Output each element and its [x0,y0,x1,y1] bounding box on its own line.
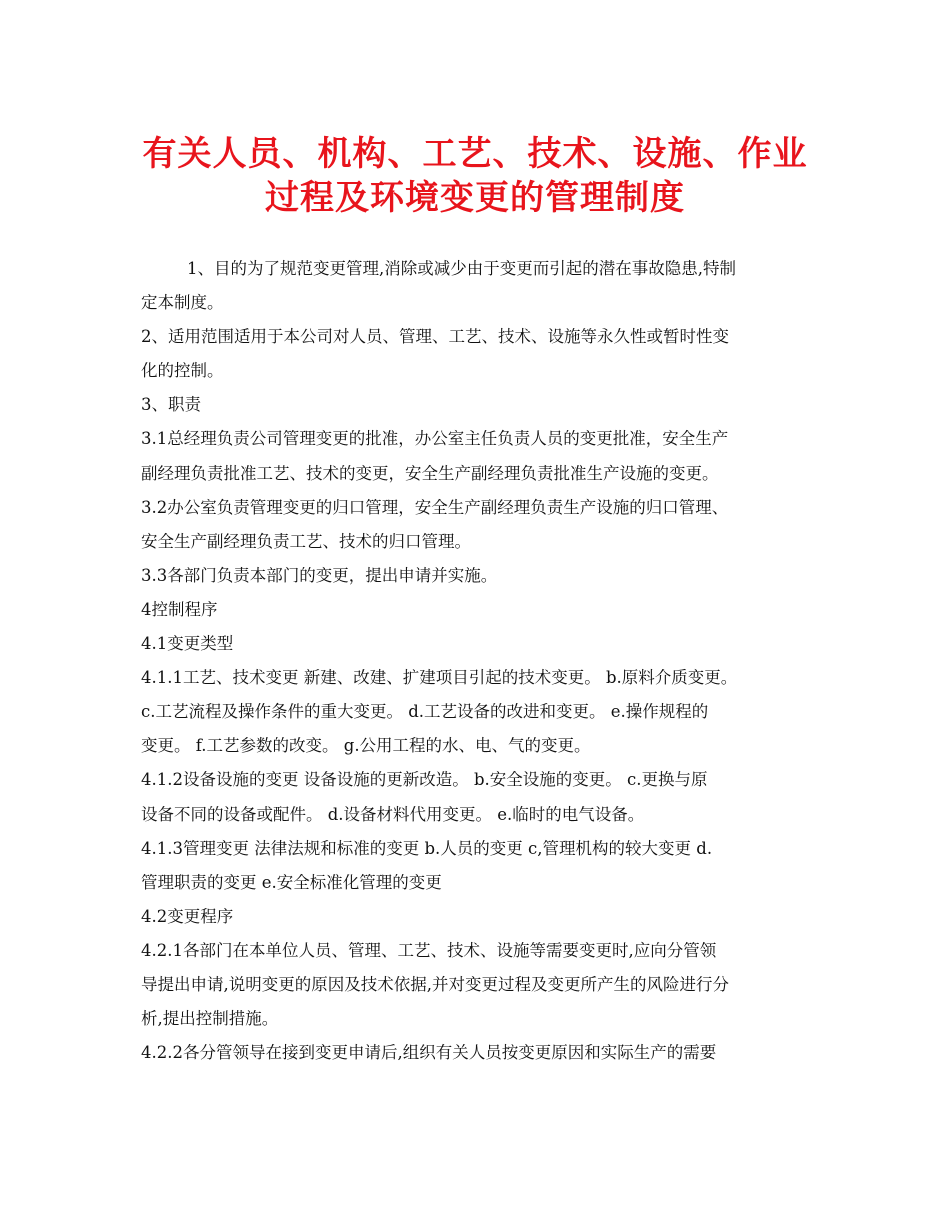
paragraph-line: 设备不同的设备或配件。 d.设备材料代用变更。 e.临时的电气设备。 [141,804,645,824]
paragraph-line: 安全生产副经理负责工艺、技术的归口管理。 [141,531,471,551]
paragraph-line: 化的控制。 [141,361,224,381]
section-heading: 3、职责 [141,395,201,415]
paragraph-line: 4.1.3管理变更 法律法规和标准的变更 b.人员的变更 c,管理机构的较大变更 d. [141,838,713,858]
paragraph-line: 4.1.2设备设施的变更 设备设施的更新改造。 b.安全设施的变更。 c.更换与原 [141,770,708,790]
paragraph-line: 3.3各部门负责本部门的变更，提出申请并实施。 [141,565,498,585]
section-heading: 4.2变更程序 [141,906,234,926]
paragraph-line: 3.2办公室负责管理变更的归口管理，安全生产副经理负责生产设施的归口管理、 [141,497,729,517]
document-title-line-2: 过程及环境变更的管理制度 [265,178,685,218]
section-heading: 4控制程序 [141,599,218,619]
paragraph-line: c.工艺流程及操作条件的重大变更。 d.工艺设备的改进和变更。 e.操作规程的 [141,702,709,722]
paragraph-line: 1、目的为了规范变更管理,消除或减少由于变更而引起的潜在事故隐患,特制 [187,259,736,278]
paragraph-line: 2、适用范围适用于本公司对人员、管理、工艺、技术、设施等永久性或暂时性变 [141,327,729,347]
paragraph-line: 导提出申请,说明变更的原因及技术依据,并对变更过程及变更所产生的风险进行分 [141,974,729,994]
paragraph-line: 4.1.1工艺、技术变更 新建、改建、扩建项目引起的技术变更。 b.原料介质变更。 [141,668,738,688]
document-title-line-1: 有关人员、机构、工艺、技术、设施、作业 [142,134,808,174]
section-heading: 4.1变更类型 [141,634,234,654]
document-body [141,252,821,1070]
paragraph-line: 3.1总经理负责公司管理变更的批准，办公室主任负责人员的变更批准，安全生产 [141,429,729,449]
paragraph-line: 副经理负责批准工艺、技术的变更，安全生产副经理负责批准生产设施的变更。 [141,463,719,483]
paragraph-line: 析,提出控制措施。 [141,1009,279,1029]
paragraph-line: 变更。 f.工艺参数的改变。 g.公用工程的水、电、气的变更。 [141,736,591,756]
paragraph-line: 4.2.1各部门在本单位人员、管理、工艺、技术、设施等需要变更时,应向分管领 [141,940,717,960]
paragraph-line: 4.2.2各分管领导在接到变更申请后,组织有关人员按变更原因和实际生产的需要 [141,1043,717,1063]
paragraph-line: 管理职责的变更 e.安全标准化管理的变更 [141,872,442,892]
paragraph-line: 定本制度。 [141,293,224,313]
